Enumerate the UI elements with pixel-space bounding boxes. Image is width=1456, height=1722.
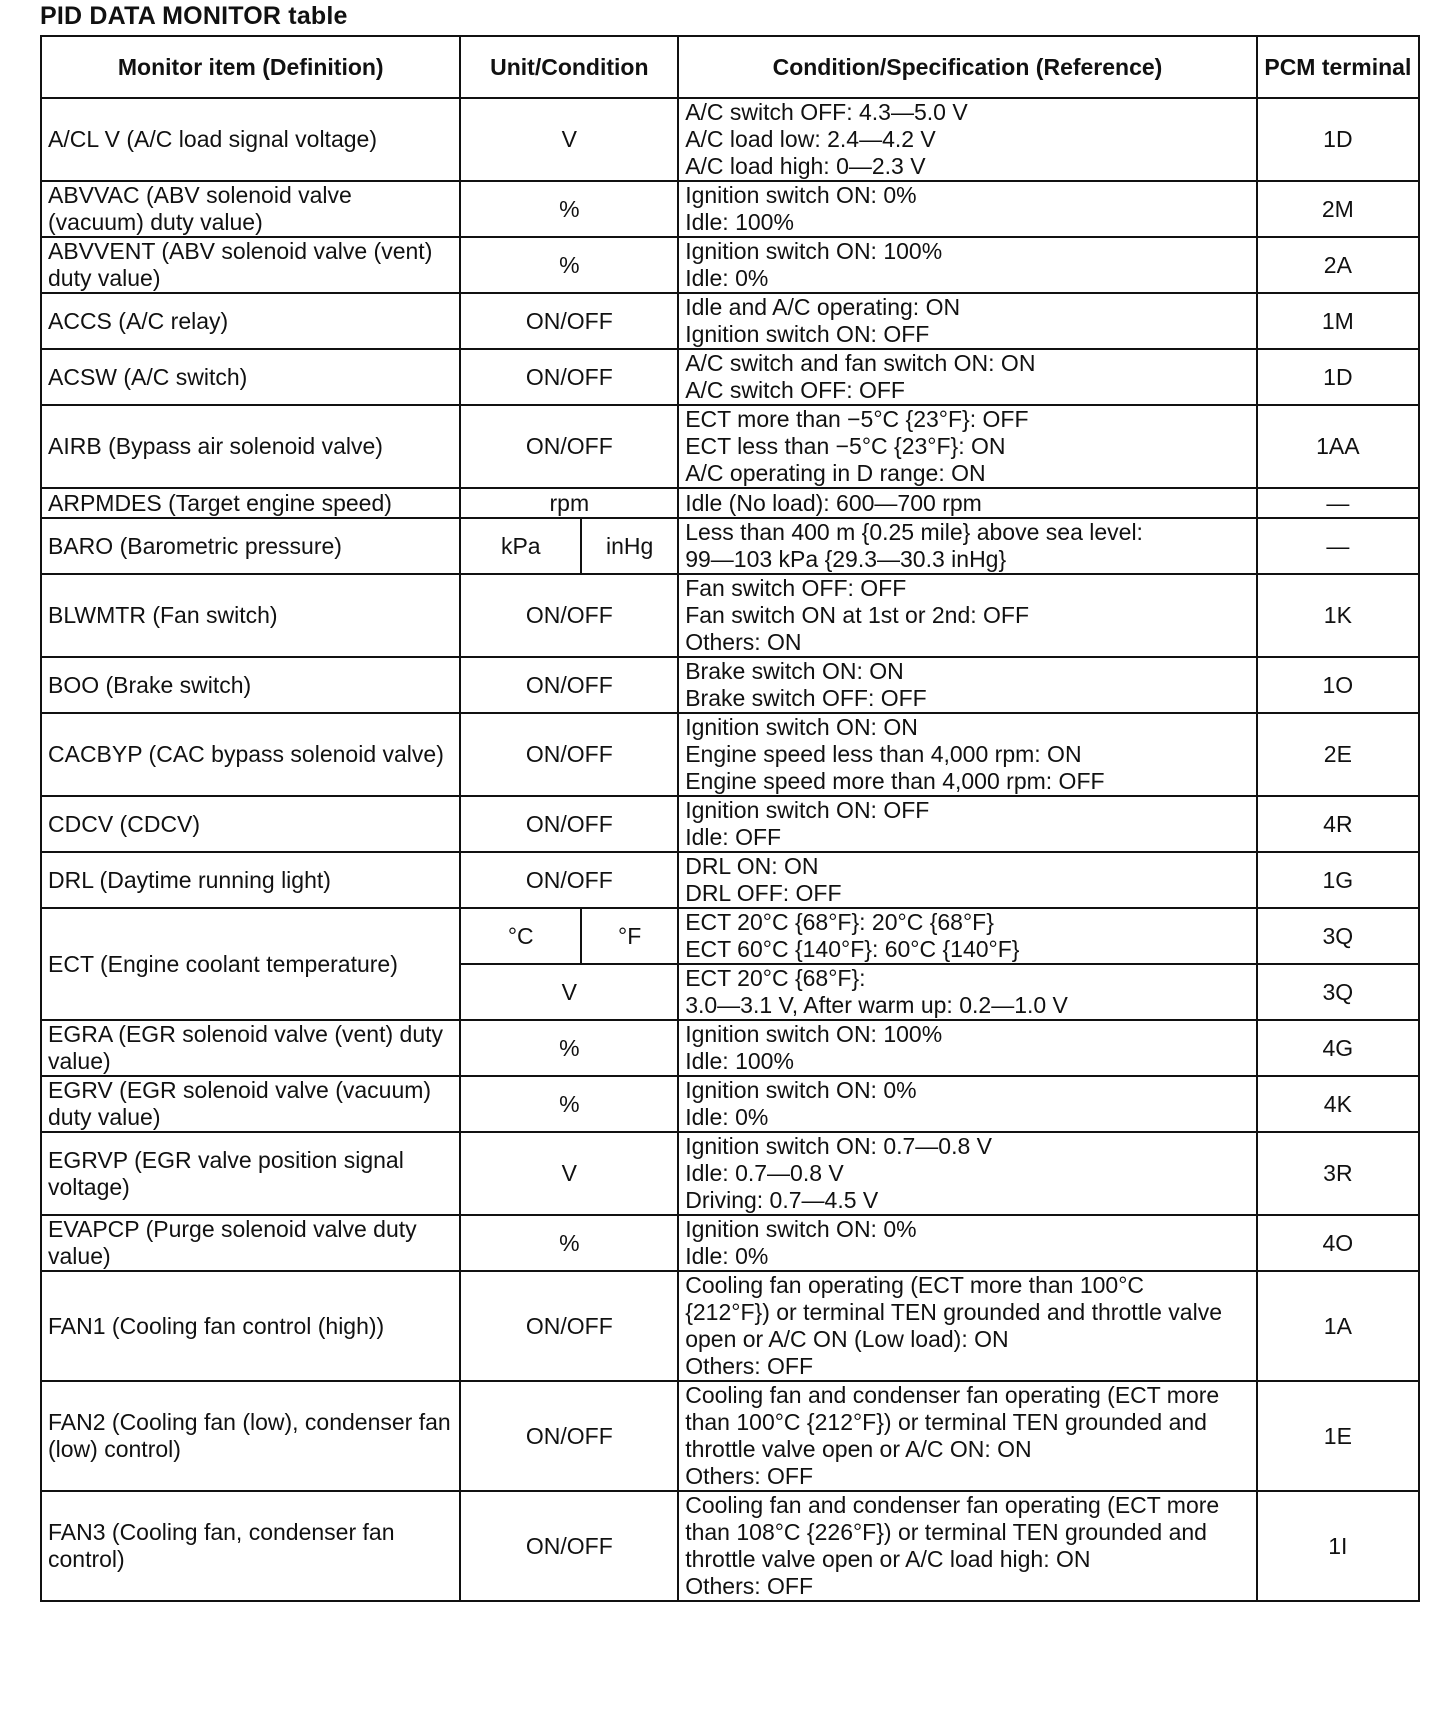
- monitor-item-cell: DRL (Daytime running light): [41, 852, 460, 908]
- pcm-terminal-cell: 1K: [1257, 574, 1419, 657]
- table-row: [41, 1271, 1419, 1381]
- specification-line: A/C switch OFF: OFF: [685, 377, 905, 403]
- specification-cell: [678, 1381, 1257, 1491]
- table-row: [41, 98, 1419, 181]
- specification-cell: [678, 796, 1257, 852]
- pcm-terminal-cell: 1D: [1257, 349, 1419, 405]
- specification-line: Idle (No load): 600—700 rpm: [685, 489, 982, 516]
- unit-cell: V: [460, 964, 678, 1020]
- unit-cell: V: [460, 98, 678, 181]
- specification-line: Ignition switch ON: 0%: [685, 1216, 917, 1242]
- header-pcm-terminal: PCM terminal: [1257, 36, 1419, 98]
- unit-cell: °C: [460, 908, 581, 964]
- specification-line: ECT 60°C {140°F}: 60°C {140°F}: [685, 936, 1020, 962]
- specification-line: Idle: 0%: [685, 1104, 769, 1130]
- monitor-item-cell: FAN1 (Cooling fan control (high)): [41, 1271, 460, 1381]
- monitor-item-cell: BARO (Barometric pressure): [41, 518, 460, 574]
- pcm-terminal-cell: 3Q: [1257, 908, 1419, 964]
- specification-line: Less than 400 m {0.25 mile} above sea level:: [685, 519, 1143, 545]
- unit-cell: %: [460, 1076, 678, 1132]
- specification-line: Idle: 100%: [685, 1048, 794, 1074]
- specification-line: A/C load low: 2.4—4.2 V: [685, 126, 936, 152]
- table-row: [41, 574, 1419, 657]
- pcm-terminal-cell: 2A: [1257, 237, 1419, 293]
- table-row: [41, 1132, 1419, 1215]
- unit-cell: ON/OFF: [460, 349, 678, 405]
- unit-cell: ON/OFF: [460, 852, 678, 908]
- pid-data-monitor-table: [40, 35, 1420, 1602]
- pcm-terminal-cell: —: [1257, 488, 1419, 518]
- specification-line: Brake switch OFF: OFF: [685, 685, 927, 711]
- unit-secondary-cell: inHg: [581, 518, 678, 574]
- specification-cell: [678, 1020, 1257, 1076]
- specification-line: Idle: OFF: [685, 824, 782, 850]
- pcm-terminal-cell: 4R: [1257, 796, 1419, 852]
- specification-line: 99—103 kPa {29.3—30.3 inHg}: [685, 546, 1007, 572]
- specification-line: Ignition switch ON: ON: [685, 714, 918, 740]
- table-row: [41, 237, 1419, 293]
- specification-line: ECT less than −5°C {23°F}: ON: [685, 433, 1006, 459]
- specification-line: throttle valve open or A/C load high: ON: [685, 1546, 1091, 1572]
- specification-line: ECT 20°C {68°F}:: [685, 965, 866, 991]
- unit-cell: ON/OFF: [460, 796, 678, 852]
- unit-cell: ON/OFF: [460, 574, 678, 657]
- specification-line: open or A/C ON (Low load): ON: [685, 1326, 1009, 1352]
- table-row: [41, 181, 1419, 237]
- table-row: [41, 1215, 1419, 1271]
- specification-line: Idle: 100%: [685, 209, 794, 235]
- specification-cell: [678, 181, 1257, 237]
- specification-line: ECT more than −5°C {23°F}: OFF: [685, 406, 1029, 432]
- specification-cell: [678, 1491, 1257, 1601]
- table-row: [41, 405, 1419, 488]
- specification-line: Fan switch ON at 1st or 2nd: OFF: [685, 602, 1030, 628]
- monitor-item-cell: BLWMTR (Fan switch): [41, 574, 460, 657]
- specification-cell: [678, 1215, 1257, 1271]
- specification-line: Cooling fan and condenser fan operating (ECT more: [685, 1492, 1220, 1518]
- table-row: [41, 1491, 1419, 1601]
- specification-cell: [678, 964, 1257, 1020]
- specification-line: Ignition switch ON: OFF: [685, 797, 930, 823]
- table-row: [41, 349, 1419, 405]
- unit-cell: %: [460, 1020, 678, 1076]
- specification-line: Cooling fan operating (ECT more than 100°C: [685, 1272, 1145, 1298]
- pcm-terminal-cell: 1I: [1257, 1491, 1419, 1601]
- header-condition-specification: Condition/Specification (Reference): [678, 36, 1257, 98]
- specification-cell: [678, 852, 1257, 908]
- specification-line: Engine speed less than 4,000 rpm: ON: [685, 741, 1082, 767]
- pcm-terminal-cell: 2M: [1257, 181, 1419, 237]
- specification-cell: [678, 98, 1257, 181]
- unit-cell: ON/OFF: [460, 657, 678, 713]
- specification-line: Cooling fan and condenser fan operating (ECT more: [685, 1382, 1220, 1408]
- specification-line: Ignition switch ON: 0%: [685, 1077, 917, 1103]
- table-row: [41, 1076, 1419, 1132]
- monitor-item-cell: EGRV (EGR solenoid valve (vacuum) duty value): [41, 1076, 460, 1132]
- specification-line: Ignition switch ON: 100%: [685, 1021, 943, 1047]
- pcm-terminal-cell: 2E: [1257, 713, 1419, 796]
- pcm-terminal-cell: 1E: [1257, 1381, 1419, 1491]
- table-row: [41, 796, 1419, 852]
- specification-line: throttle valve open or A/C ON: ON: [685, 1436, 1032, 1462]
- unit-cell: rpm: [460, 488, 678, 518]
- specification-line: Idle and A/C operating: ON: [685, 294, 961, 320]
- monitor-item-cell: CACBYP (CAC bypass solenoid valve): [41, 713, 460, 796]
- pcm-terminal-cell: 1M: [1257, 293, 1419, 349]
- specification-line: Ignition switch ON: 0.7—0.8 V: [685, 1133, 993, 1159]
- unit-cell: ON/OFF: [460, 1271, 678, 1381]
- unit-secondary-cell: °F: [581, 908, 678, 964]
- specification-line: Others: OFF: [685, 1573, 813, 1599]
- specification-line: than 108°C {226°F}) or terminal TEN grounded and: [685, 1519, 1207, 1545]
- specification-line: Fan switch OFF: OFF: [685, 575, 907, 601]
- monitor-item-cell: ECT (Engine coolant temperature): [41, 908, 460, 1020]
- unit-cell: ON/OFF: [460, 713, 678, 796]
- specification-line: Ignition switch ON: 100%: [685, 238, 943, 264]
- unit-cell: %: [460, 237, 678, 293]
- pcm-terminal-cell: 4O: [1257, 1215, 1419, 1271]
- monitor-item-cell: EGRA (EGR solenoid valve (vent) duty value): [41, 1020, 460, 1076]
- monitor-item-cell: EGRVP (EGR valve position signal voltage): [41, 1132, 460, 1215]
- specification-cell: [678, 713, 1257, 796]
- header-row: [41, 36, 1419, 98]
- unit-cell: ON/OFF: [460, 1381, 678, 1491]
- specification-line: Ignition switch ON: 0%: [685, 182, 917, 208]
- specification-line: Others: ON: [685, 629, 802, 655]
- specification-line: A/C operating in D range: ON: [685, 460, 986, 486]
- unit-cell: ON/OFF: [460, 1491, 678, 1601]
- specification-line: Driving: 0.7—4.5 V: [685, 1187, 879, 1213]
- specification-line: than 100°C {212°F}) or terminal TEN grounded and: [685, 1409, 1207, 1435]
- monitor-item-cell: ACCS (A/C relay): [41, 293, 460, 349]
- monitor-item-cell: EVAPCP (Purge solenoid valve duty value): [41, 1215, 460, 1271]
- specification-cell: [678, 1076, 1257, 1132]
- specification-cell: [678, 349, 1257, 405]
- specification-line: Others: OFF: [685, 1353, 813, 1379]
- specification-cell: [678, 657, 1257, 713]
- specification-line: Idle: 0%: [685, 265, 769, 291]
- monitor-item-cell: ACSW (A/C switch): [41, 349, 460, 405]
- pcm-terminal-cell: 3Q: [1257, 964, 1419, 1020]
- specification-cell: [678, 237, 1257, 293]
- monitor-item-cell: CDCV (CDCV): [41, 796, 460, 852]
- unit-cell: %: [460, 1215, 678, 1271]
- unit-cell: V: [460, 1132, 678, 1215]
- table-row: [41, 908, 1419, 964]
- pcm-terminal-cell: 3R: [1257, 1132, 1419, 1215]
- specification-line: Engine speed more than 4,000 rpm: OFF: [685, 768, 1105, 794]
- table-row: [41, 713, 1419, 796]
- header-monitor-item: Monitor item (Definition): [41, 36, 460, 98]
- table-row: [41, 1020, 1419, 1076]
- specification-line: A/C switch OFF: 4.3—5.0 V: [685, 99, 968, 125]
- specification-cell: [678, 405, 1257, 488]
- specification-cell: [678, 488, 1257, 518]
- table-row: [41, 488, 1419, 518]
- table-row: [41, 518, 1419, 574]
- unit-cell: ON/OFF: [460, 405, 678, 488]
- pcm-terminal-cell: —: [1257, 518, 1419, 574]
- page-title: PID DATA MONITOR table: [40, 2, 348, 30]
- specification-line: A/C load high: 0—2.3 V: [685, 153, 926, 179]
- monitor-item-cell: BOO (Brake switch): [41, 657, 460, 713]
- pcm-terminal-cell: 1G: [1257, 852, 1419, 908]
- specification-cell: [678, 574, 1257, 657]
- table-row: [41, 293, 1419, 349]
- monitor-item-cell: A/CL V (A/C load signal voltage): [41, 98, 460, 181]
- pcm-terminal-cell: 4K: [1257, 1076, 1419, 1132]
- specification-line: Ignition switch ON: OFF: [685, 321, 930, 347]
- specification-cell: [678, 1132, 1257, 1215]
- specification-line: DRL OFF: OFF: [685, 880, 842, 906]
- table-row: [41, 1381, 1419, 1491]
- specification-line: A/C switch and fan switch ON: ON: [685, 350, 1036, 376]
- pcm-terminal-cell: 4G: [1257, 1020, 1419, 1076]
- pcm-terminal-cell: 1O: [1257, 657, 1419, 713]
- header-unit-condition: Unit/Condition: [460, 36, 678, 98]
- monitor-item-cell: ABVVAC (ABV solenoid valve (vacuum) duty value): [41, 181, 460, 237]
- table-row: [41, 852, 1419, 908]
- monitor-item-cell: FAN2 (Cooling fan (low), condenser fan (low) control): [41, 1381, 460, 1491]
- specification-line: Others: OFF: [685, 1463, 813, 1489]
- monitor-item-cell: AIRB (Bypass air solenoid valve): [41, 405, 460, 488]
- unit-cell: %: [460, 181, 678, 237]
- specification-line: 3.0—3.1 V, After warm up: 0.2—1.0 V: [685, 992, 1068, 1018]
- specification-line: {212°F}) or terminal TEN grounded and throttle valve: [685, 1299, 1222, 1325]
- specification-line: DRL ON: ON: [685, 853, 819, 879]
- pcm-terminal-cell: 1AA: [1257, 405, 1419, 488]
- monitor-item-cell: ABVVENT (ABV solenoid valve (vent) duty value): [41, 237, 460, 293]
- unit-cell: ON/OFF: [460, 293, 678, 349]
- pcm-terminal-cell: 1A: [1257, 1271, 1419, 1381]
- unit-cell: kPa: [460, 518, 581, 574]
- monitor-item-cell: ARPMDES (Target engine speed): [41, 488, 460, 518]
- monitor-item-cell: FAN3 (Cooling fan, condenser fan control): [41, 1491, 460, 1601]
- specification-cell: [678, 293, 1257, 349]
- specification-cell: [678, 518, 1257, 574]
- specification-line: ECT 20°C {68°F}: 20°C {68°F}: [685, 909, 994, 935]
- table-row: [41, 657, 1419, 713]
- specification-cell: [678, 908, 1257, 964]
- specification-cell: [678, 1271, 1257, 1381]
- pcm-terminal-cell: 1D: [1257, 98, 1419, 181]
- specification-line: Idle: 0%: [685, 1243, 769, 1269]
- specification-line: Idle: 0.7—0.8 V: [685, 1160, 844, 1186]
- specification-line: Brake switch ON: ON: [685, 658, 904, 684]
